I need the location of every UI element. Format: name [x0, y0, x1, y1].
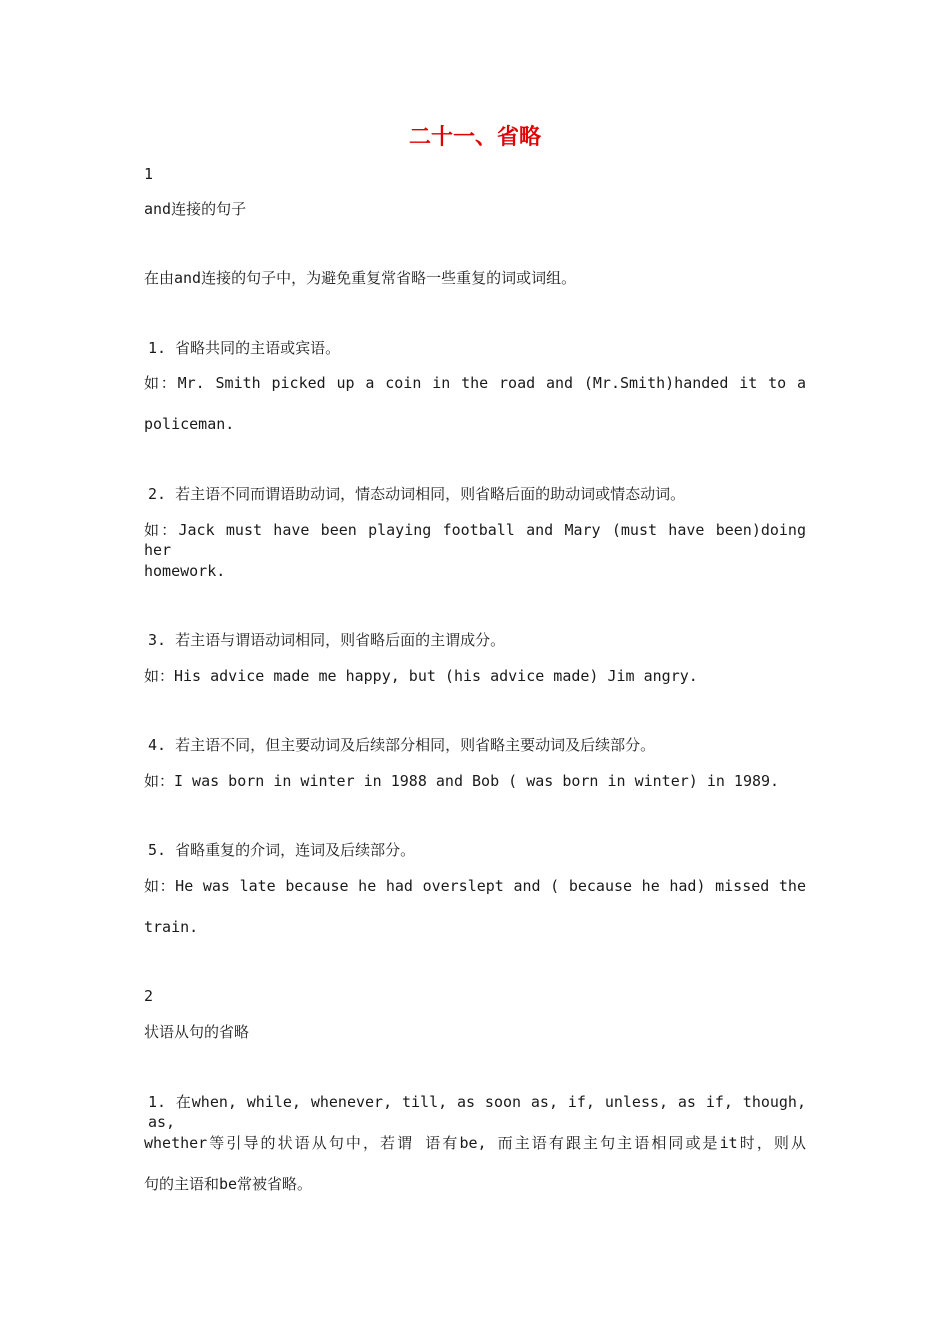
- section-2-rule-1-line-2: whether等引导的状语从句中，若谓 语有be, 而主语有跟主句主语相同或是it时，则从: [144, 1134, 806, 1152]
- rule-4: 4. 若主语不同，但主要动词及后续部分相同，则省略主要动词及后续部分。: [148, 736, 656, 754]
- section-2-rule-1-line-1: 1. 在when, while, whenever, till, as soon as, if, unless, as if, though, as,: [148, 1093, 806, 1131]
- example-2-line-1: 如：Jack must have been playing football and Mary (must have been)doing her: [144, 521, 806, 559]
- section-2-rule-1-line-3: 句的主语和be常被省略。: [144, 1175, 313, 1193]
- rule-1: 1. 省略共同的主语或宾语。: [148, 339, 341, 357]
- section-1-number: 1: [144, 165, 154, 183]
- example-2-line-2: homework.: [144, 562, 226, 580]
- rule-5: 5. 省略重复的介词，连词及后续部分。: [148, 841, 416, 859]
- example-4-line-1: 如：I was born in winter in 1988 and Bob ( was born in winter) in 1989.: [144, 772, 780, 790]
- example-1-line-2: policeman.: [144, 415, 235, 433]
- section-1-heading: and连接的句子: [144, 200, 247, 218]
- example-3-line-1: 如：His advice made me happy, but (his advice made) Jim angry.: [144, 667, 698, 685]
- section-2-number: 2: [144, 987, 154, 1005]
- section-1-intro: 在由and连接的句子中，为避免重复常省略一些重复的词或词组。: [144, 269, 577, 287]
- example-5-line-2: train.: [144, 918, 199, 936]
- section-2-heading: 状语从句的省略: [144, 1023, 250, 1041]
- rule-3: 3. 若主语与谓语动词相同，则省略后面的主谓成分。: [148, 631, 506, 649]
- rule-2: 2. 若主语不同而谓语助动词，情态动词相同，则省略后面的助动词或情态动词。: [148, 485, 686, 503]
- page-title: 二十一、省略: [408, 125, 541, 150]
- example-1-line-1: 如：Mr. Smith picked up a coin in the road and (Mr.Smith)handed it to a: [144, 374, 806, 392]
- example-5-line-1: 如：He was late because he had overslept and ( because he had) missed the: [144, 877, 806, 895]
